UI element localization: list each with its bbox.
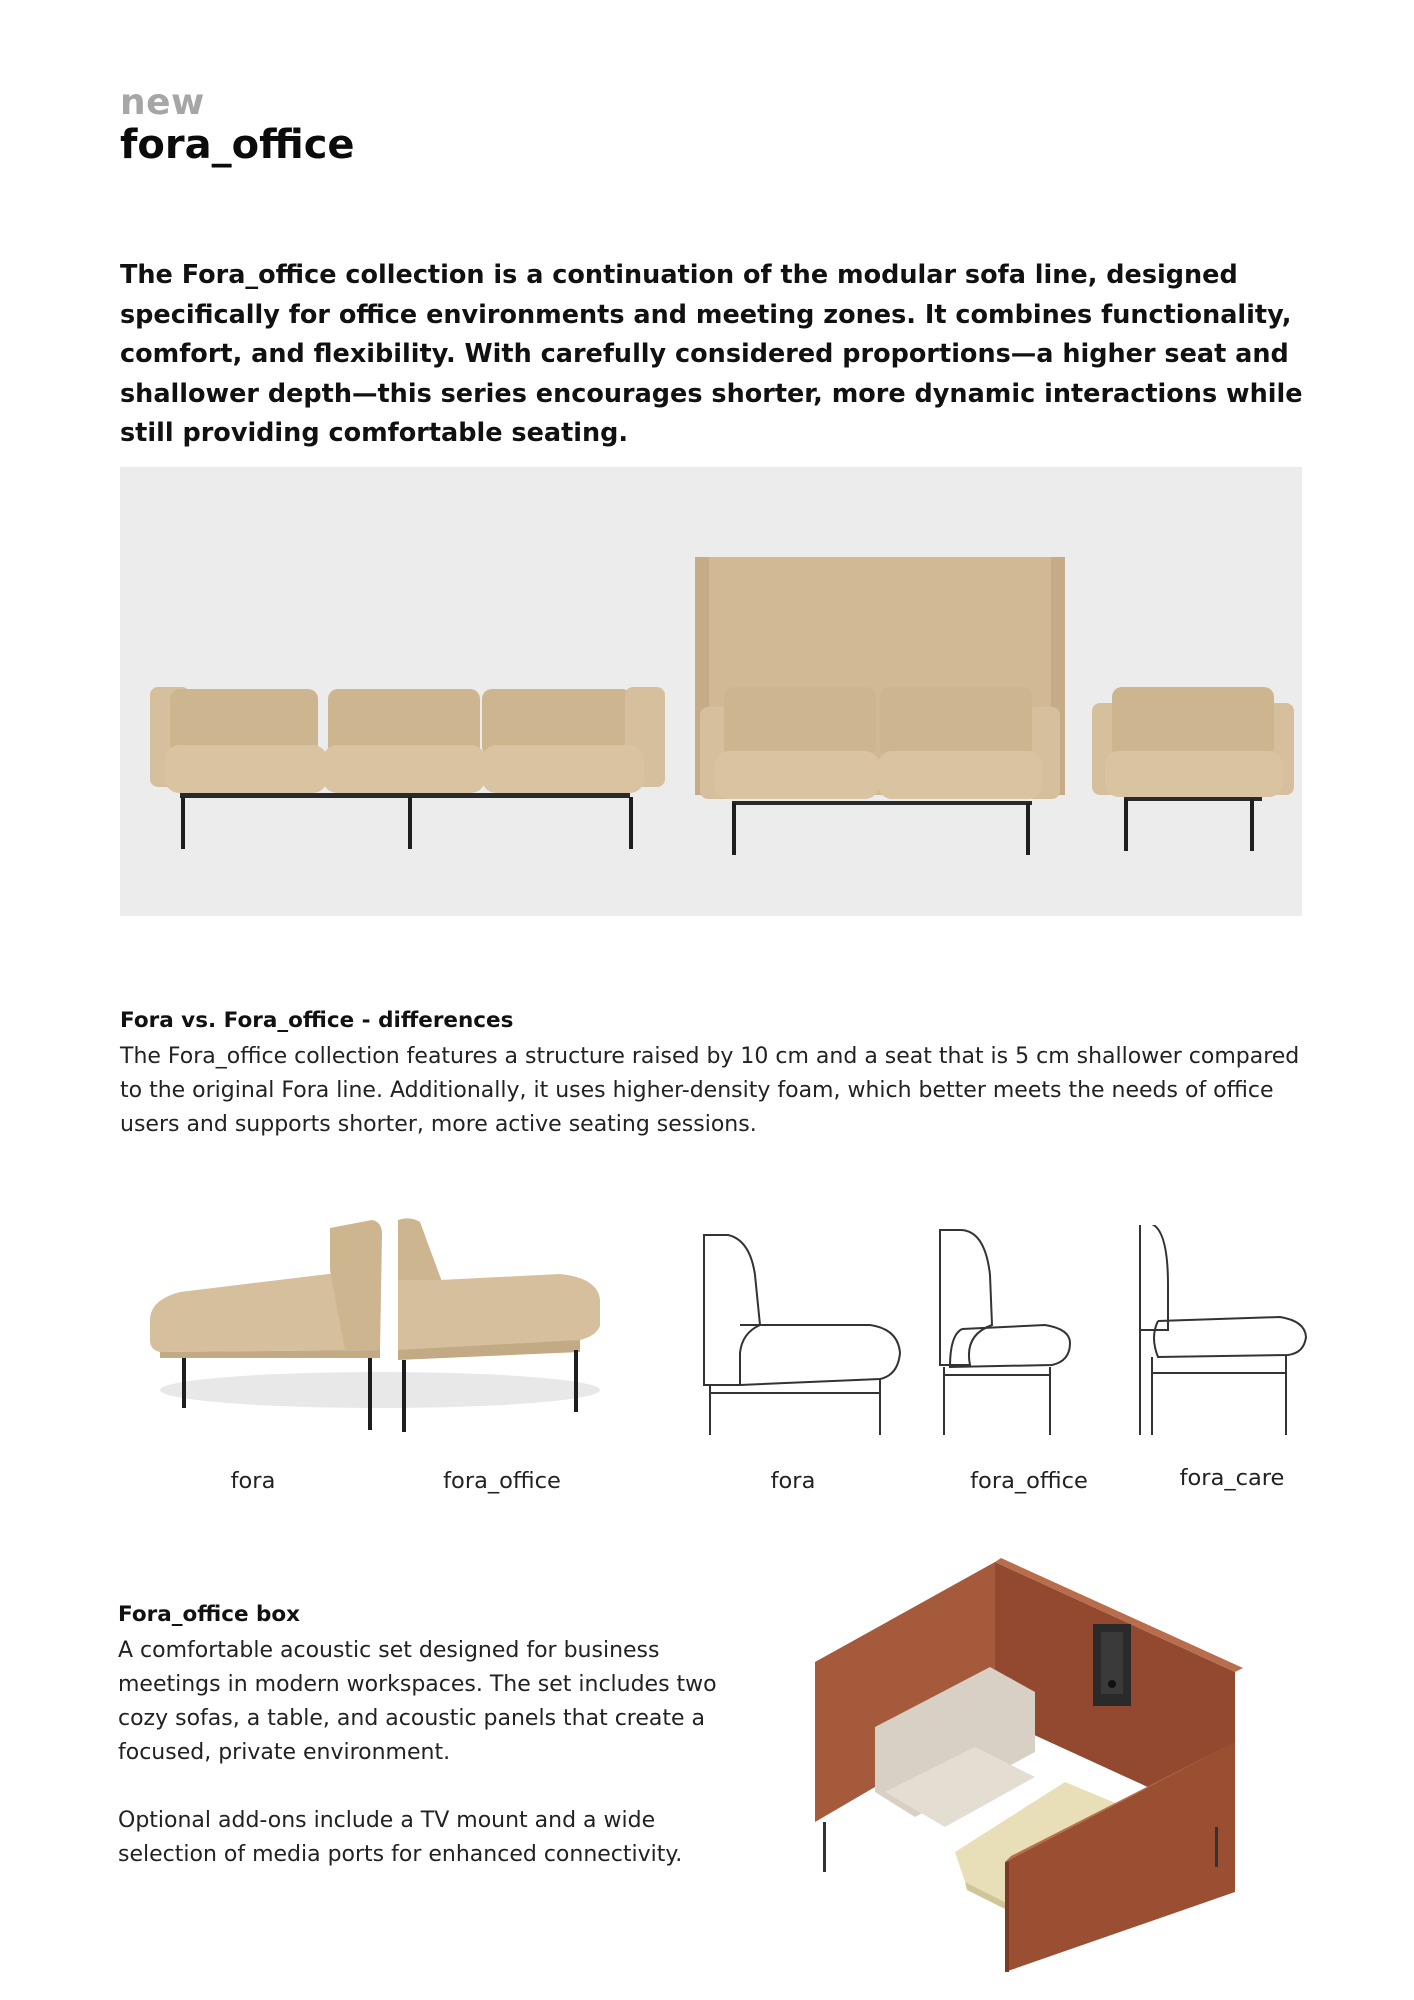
intro-paragraph: The Fora_office collection is a continuation of the modular sofa line, designed specifically for office environments and meeting zones. It combines functionality, comfort, and flexibility. With carefully considered proportions—a higher seat and shallower depth—this series encourages shorter, more dynamic interactions while still providing comfortable seating.: [120, 260, 1303, 448]
differences-paragraph: The Fora_office collection features a structure raised by 10 cm and a seat that is 5 cm shallower compared to the original Fora line. Additionally, it uses higher-density foam, which better meets the needs of office users and supports shorter, more active seating sessions.: [120, 1044, 1300, 1137]
box-addons-paragraph: Optional add-ons include a TV mount and a wide selection of media ports for enhanced connectivity.: [118, 1808, 683, 1867]
armchair-illustration: [1092, 687, 1294, 851]
acoustic-box-render-image: [815, 1552, 1245, 1972]
caption-fora-care-drawing: fora_care: [1179, 1465, 1285, 1491]
page-title: fora_office: [120, 122, 355, 168]
caption-fora-office-render: fora_office: [443, 1468, 561, 1494]
profile-line-drawings: [700, 1225, 1320, 1450]
three-seat-sofa-illustration: [150, 687, 665, 849]
differences-heading: Fora vs. Fora_office - differences: [120, 1008, 514, 1033]
hero-product-image: [120, 467, 1302, 916]
caption-fora-office-drawing: fora_office: [970, 1468, 1088, 1494]
section-label: new: [120, 82, 205, 123]
caption-fora-render: fora: [230, 1468, 276, 1494]
comparison-render-image: [140, 1200, 620, 1440]
fora-office-profile-drawing: [940, 1230, 1070, 1435]
highback-sofa-illustration: [695, 557, 1065, 855]
box-paragraph: A comfortable acoustic set designed for business meetings in modern workspaces. The set includes two cozy sofas, a table, and acoustic panels that create a focused, private environment.: [118, 1638, 717, 1765]
fora-profile-drawing: [704, 1235, 900, 1435]
fora-care-profile-drawing: [1140, 1225, 1306, 1435]
box-heading: Fora_office box: [118, 1602, 301, 1627]
caption-fora-drawing: fora: [770, 1468, 816, 1494]
